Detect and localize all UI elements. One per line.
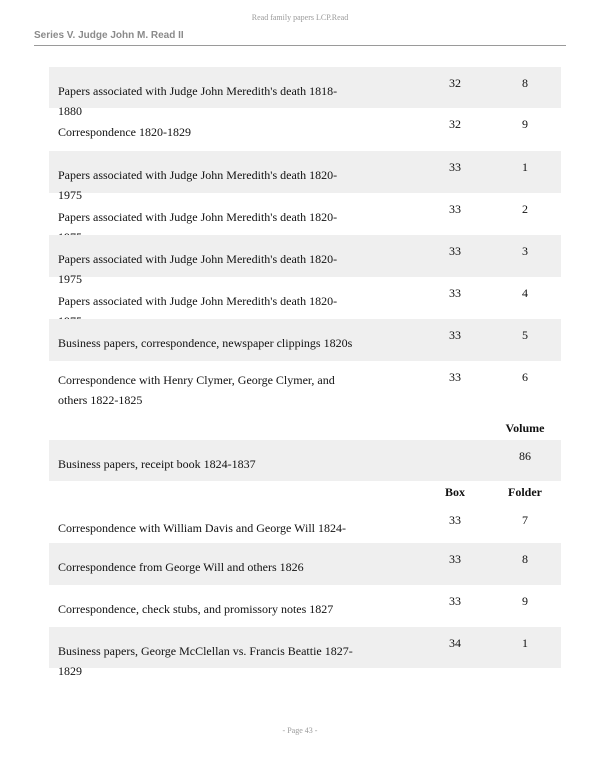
folder-number: 2 [522,202,528,216]
container-row [49,504,561,543]
container-row [49,543,561,585]
column-header-row [49,481,561,504]
column-header-row [49,417,561,440]
row-description: Papers associated with Judge John Meredith's death 1820-1975 [58,252,338,286]
volume-column-header: Volume [505,421,545,435]
folder-number: 5 [522,328,528,342]
folder-number: 3 [522,244,528,258]
volume-number: 86 [519,449,531,463]
container-row [49,627,561,678]
row-description [58,370,358,410]
box-number: 33 [449,552,461,566]
folder-number: 7 [522,513,528,527]
row-description: Papers associated with Judge John Meredith's death 1820- [58,210,338,224]
box-number: 33 [449,202,461,216]
folder-column-header: Folder [508,485,542,499]
folder-number: 9 [522,117,528,131]
folder-number: 4 [522,286,528,300]
container-row [49,193,561,235]
row-description: Papers associated with Judge John Meredith's death 1820-1975 [58,168,338,202]
row-description: Business papers, George McClellan vs. Francis Beattie 1827-1829 [58,644,353,678]
box-number: 33 [449,328,461,342]
box-column-header: Box [444,485,465,499]
row-description-line: others 1822-1825 [58,393,143,407]
box-number: 33 [449,370,461,384]
container-row [49,585,561,627]
container-row [49,319,561,361]
running-head: Read family papers LCP.Read [251,13,349,22]
container-row [49,151,561,202]
folder-number: 1 [522,636,528,650]
row-description: Business papers, correspondence, newspaper clippings 1820s [58,336,353,350]
series-title: Series V. Judge John M. Read II [34,30,184,41]
box-number: 33 [449,286,461,300]
box-number: 33 [449,594,461,608]
row-description: Correspondence with William Davis and George Will 1824- [58,521,346,535]
folder-number: 6 [522,370,528,384]
folder-number: 8 [522,552,528,566]
row-description: Correspondence from George Will and others 1826 [58,560,304,574]
row-description: Business papers, receipt book 1824-1837 [58,457,256,471]
container-row [49,277,561,319]
folder-number: 9 [522,594,528,608]
box-number: 34 [449,636,461,650]
header-divider [34,45,566,46]
box-number: 33 [449,513,461,527]
row-description: Correspondence 1820-1829 [58,125,191,139]
box-number: 33 [449,160,461,174]
container-row [49,235,561,286]
row-description: Papers associated with Judge John Meredith's death 1818-1880 [58,84,338,118]
container-row [49,67,561,118]
row-description: Papers associated with Judge John Meredith's death 1820- [58,294,338,308]
container-row [49,108,561,151]
container-list [49,67,561,678]
box-number: 33 [449,244,461,258]
box-number: 32 [449,76,461,90]
volume-row [49,440,561,481]
page-number: - Page 43 - [282,726,318,735]
folder-number: 1 [522,160,528,174]
row-description: Correspondence, check stubs, and promissory notes 1827 [58,602,334,616]
row-description-line: Correspondence with Henry Clymer, George Clymer, and [58,373,335,387]
container-row [49,361,561,417]
box-number: 32 [449,117,461,131]
folder-number: 8 [522,76,528,90]
